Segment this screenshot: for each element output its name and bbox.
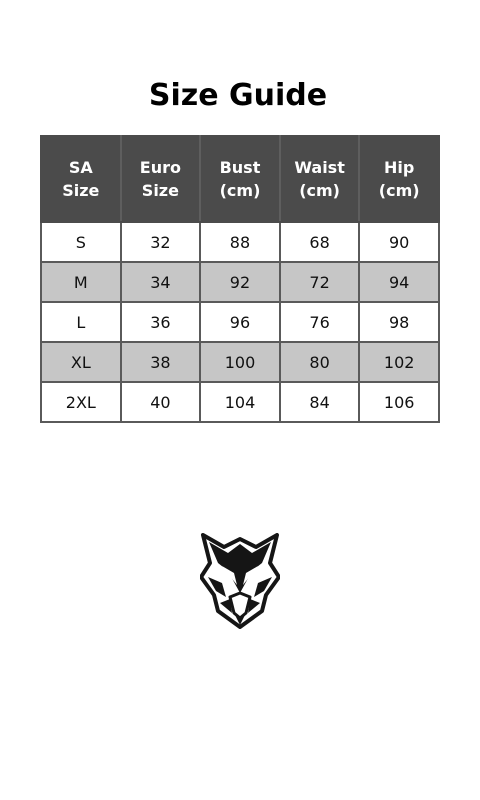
cell-hip: 98 (359, 302, 439, 342)
table-header-row (41, 136, 439, 222)
table-row (41, 382, 439, 422)
size-guide-table (40, 135, 440, 423)
cell-sa-size: 2XL (41, 382, 121, 422)
cell-hip: 106 (359, 382, 439, 422)
table-row (41, 342, 439, 382)
cell-sa-size: M (41, 262, 121, 302)
table-row (41, 262, 439, 302)
cell-euro-size: 34 (121, 262, 201, 302)
cell-hip: 94 (359, 262, 439, 302)
cell-euro-size: 36 (121, 302, 201, 342)
cell-bust: 96 (200, 302, 280, 342)
cell-bust: 104 (200, 382, 280, 422)
cell-sa-size: XL (41, 342, 121, 382)
cell-sa-size: L (41, 302, 121, 342)
wolf-head-icon (200, 533, 280, 629)
header-sa-size: SA Size (41, 136, 121, 222)
cell-bust: 100 (200, 342, 280, 382)
cell-euro-size: 32 (121, 222, 201, 262)
cell-sa-size: S (41, 222, 121, 262)
table-row (41, 222, 439, 262)
page-title: Size Guide (148, 78, 328, 113)
cell-waist: 84 (280, 382, 360, 422)
cell-bust: 88 (200, 222, 280, 262)
cell-waist: 68 (280, 222, 360, 262)
cell-waist: 76 (280, 302, 360, 342)
table-row (41, 302, 439, 342)
cell-waist: 80 (280, 342, 360, 382)
cell-hip: 90 (359, 222, 439, 262)
cell-euro-size: 38 (121, 342, 201, 382)
cell-bust: 92 (200, 262, 280, 302)
header-waist: Waist (cm) (280, 136, 360, 222)
header-euro-size: Euro Size (121, 136, 201, 222)
cell-waist: 72 (280, 262, 360, 302)
header-bust: Bust (cm) (200, 136, 280, 222)
header-hip: Hip (cm) (359, 136, 439, 222)
cell-euro-size: 40 (121, 382, 201, 422)
cell-hip: 102 (359, 342, 439, 382)
